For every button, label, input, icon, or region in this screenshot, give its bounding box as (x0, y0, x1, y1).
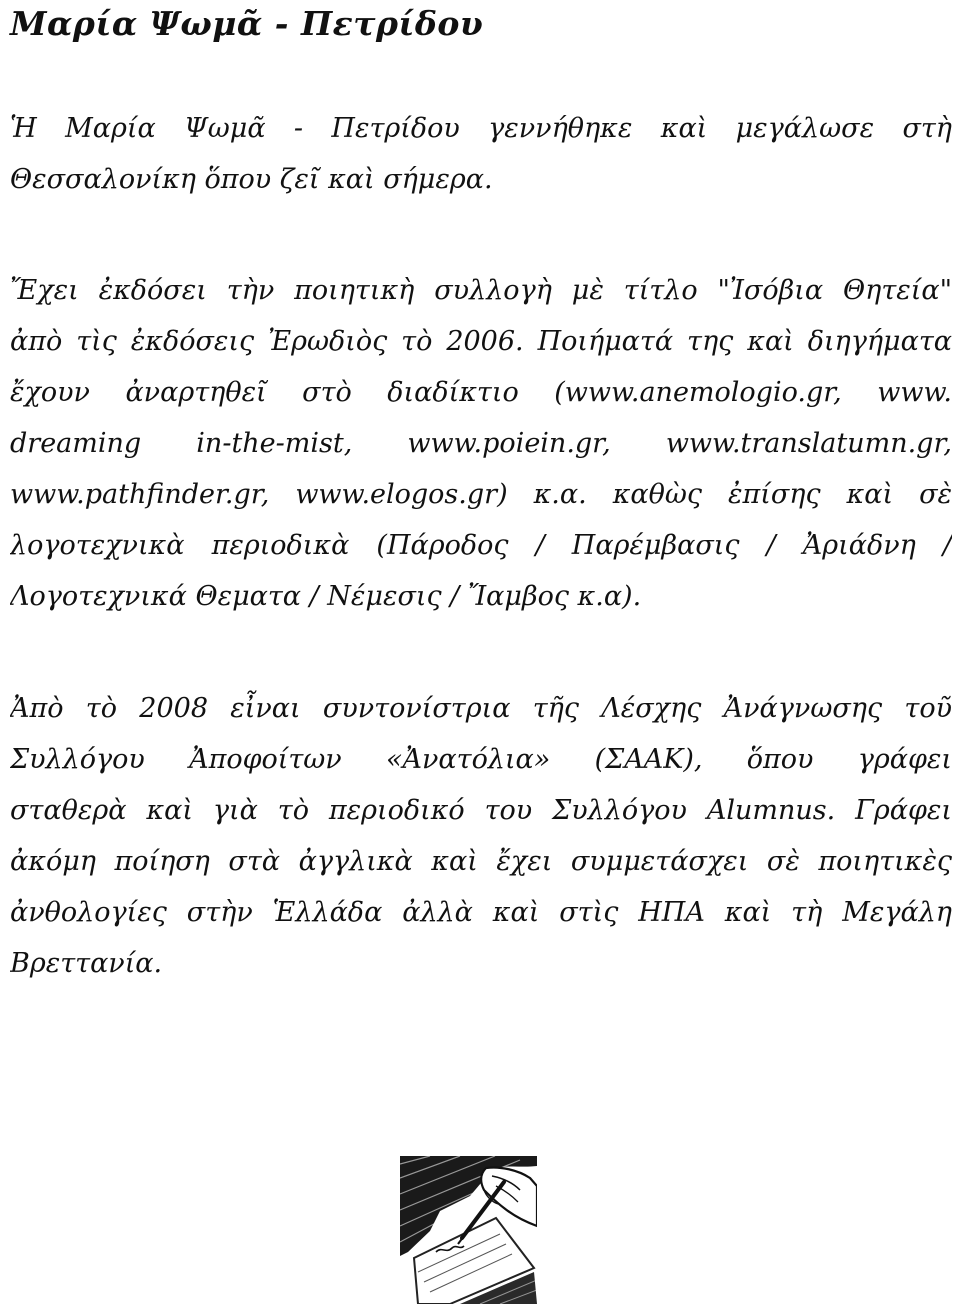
hand-writing-with-pen-icon (400, 1156, 537, 1304)
paragraph-line: Θεσσαλονίκη ὅπου ζεῖ καὶ σήμερα. (10, 164, 493, 195)
paragraph-line: Ἔχει ἐκδόσει τὴν ποιητικὴ συλλογὴ μὲ τίτλο "Ἰσόβια Θητεία" (10, 275, 952, 306)
page-title: Μαρία Ψωμᾶ - Πετρίδου (10, 4, 484, 43)
paragraph-line: σταθερὰ καὶ γιὰ τὸ περιοδικό του Συλλόγου Alumnus. Γράφει (10, 795, 952, 826)
paragraph-line: λογοτεχνικὰ περιοδικὰ (Πάροδος / Παρέμβασις / Ἀριάδνη / (10, 530, 952, 561)
paragraph-line: Συλλόγου Ἀποφοίτων «Ἀνατόλια» (ΣΑΑΚ), ὅπου γράφει (10, 744, 952, 775)
paragraph-line: www.pathfinder.gr, www.elogos.gr) κ.α. καθὼς ἐπίσης καὶ σὲ (10, 479, 952, 510)
paragraph-line: Ἀπὸ τὸ 2008 εἶναι συντονίστρια τῆς Λέσχης Ἀνάγνωσης τοῦ (10, 693, 952, 724)
paragraph-line: Λογοτεχνικά Θεματα / Νέμεσις / Ἴαμβος κ.α). (10, 581, 642, 612)
paragraph-line: ἀνθολογίες στὴν Ἑλλάδα ἀλλὰ καὶ στὶς ΗΠΑ καὶ τὴ Μεγάλη (10, 897, 952, 928)
paragraph-line: Βρεττανία. (10, 948, 163, 979)
paragraph-line: ἔχουν ἀναρτηθεῖ στὸ διαδίκτιο (www.anemologio.gr, www. (10, 377, 952, 408)
paragraph-line: dreaming in-the-mist, www.poiein.gr, www.translatumn.gr, (10, 428, 952, 459)
paragraph-book-club (10, 683, 952, 989)
paragraph-line: Ἡ Μαρία Ψωμᾶ - Πετρίδου γεννήθηκε καὶ μεγάλωσε στὴ (10, 113, 952, 144)
paragraph-line: ἀκόμη ποίηση στὰ ἀγγλικὰ καὶ ἔχει συμμετάσχει σὲ ποιητικὲς (10, 846, 952, 877)
paragraph-birthplace (10, 103, 952, 205)
paragraph-line: ἀπὸ τὶς ἐκδόσεις Ἐρωδιὸς τὸ 2006. Ποιήματά της καὶ διηγήματα (10, 326, 952, 357)
paragraph-publications (10, 265, 952, 622)
